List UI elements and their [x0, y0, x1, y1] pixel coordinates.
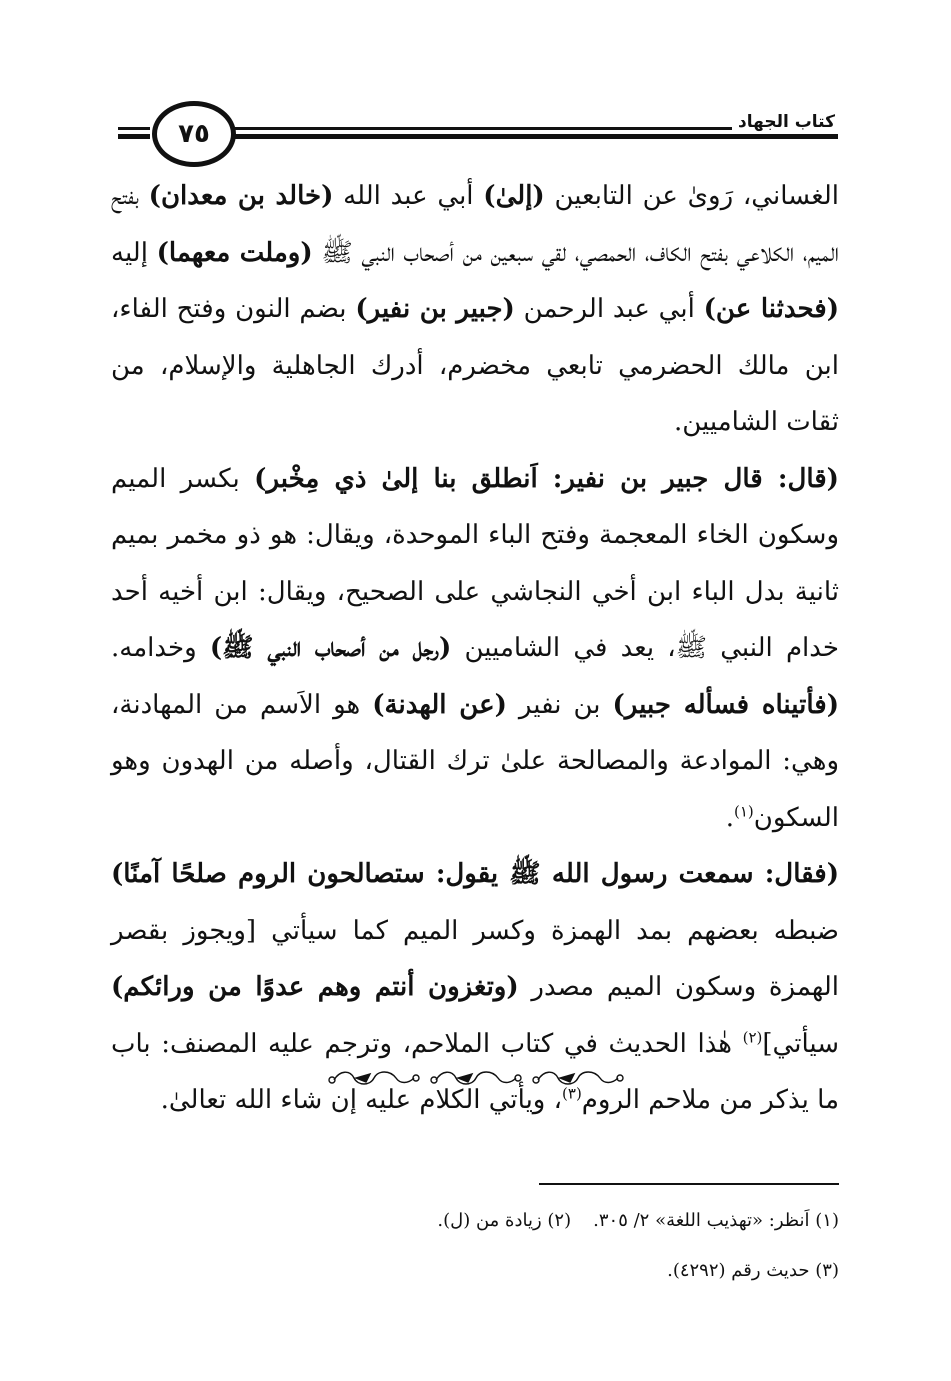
paragraph-1: الغساني، رَوىٰ عن التابعين (إلىٰ) أبي عبد الله (خالد بن معدان) بفتح الميم، الكلاعي بفتح الكاف، الحمصي، لقي سبعين من أصحاب النبي ﷺ (وملت معهما) إليه (فحدثنا عن) أبي عبد الرحمن (جبير بن نفير) بضم النون وفتح الفاء، ابن مالك الحضرمي تابعي مخضرم، أدرك الجاهلية والإسلام، من ثقات الشاميين.	[111, 181, 839, 437]
ornament-flourish	[329, 1072, 419, 1084]
page-number	[152, 101, 236, 167]
footnote-marker: (١)	[815, 1210, 839, 1231]
footnote-rule	[539, 1183, 839, 1185]
matn-quote: (فحدثنا عن)	[703, 294, 839, 324]
page-number-text: ٧٥	[178, 119, 210, 149]
paragraph-3: (فقال: سمعت رسول الله ﷺ يقول: ستصالحون الروم صلحًا آمنًا) ضبطه بعضهم بمد الهمزة وكسر الميم كما سيأتي [ويجوز بقصر الهمزة وسكون الميم مصدر (وتغزون أنتم وهم عدوًا من ورائكم) سيأتي]$^{(٢)}$ هٰذا الحديث في كتاب الملاحم، وترجم عليه المصنف: باب ما يذكر من ملاحم الروم$^{(٣)}$، ويأتي الكلام عليه إن شاء الله تعالىٰ.	[111, 859, 840, 1115]
matn-quote: (وتغزون أنتم وهم عدوًا من ورائكم)	[111, 972, 519, 1002]
footnote-text: زيادة من (ل).	[437, 1210, 542, 1231]
running-head: كتاب الجهاد	[732, 112, 841, 132]
footnote-line	[111, 1196, 839, 1246]
footnote-marker: (٢)	[547, 1210, 572, 1231]
matn-quote: (قال: قال جبير بن نفير: اَنطلق بنا إلىٰ ذي مِخْبر)	[254, 463, 839, 494]
footnote-line	[111, 1246, 839, 1296]
main-text	[111, 168, 839, 1129]
footnote-ref: (٣)	[562, 1084, 582, 1103]
matn-quote: (إلىٰ)	[483, 181, 545, 211]
matn-quote: (وملت معهما)	[156, 237, 313, 268]
matn-quote: (فأتيناه فسأله جبير)	[612, 689, 840, 720]
paragraph-2: (قال: قال جبير بن نفير: اَنطلق بنا إلىٰ ذي مِخْبر) بكسر الميم وسكون الخاء المعجمة وفتح الباء الموحدة، ويقال: هو ذو مخمر بميم ثانية بدل الباء ابن أخي النجاشي على الصحيح، ويقال: ابن أخيه أحد خدام النبي ﷺ، يعد في الشاميين (رجل من أصحاب النبي ﷺ) وخدامه. (فأتيناه فسأله جبير) بن نفير (عن الهدنة) هو الاَسم من المهادنة، وهي: الموادعة والمصالحة علىٰ ترك القتال، وأصله من الهدون وهو السكون$^{(١)}$.	[111, 463, 840, 833]
footnote-marker: (٣)	[815, 1260, 839, 1281]
ornament-flourish	[533, 1072, 623, 1084]
footnote-ref: (١)	[733, 801, 754, 820]
ornament-flourish	[431, 1072, 521, 1084]
footnote-ref: (٢)	[742, 1027, 763, 1046]
matn-quote: (خالد بن معدان)	[148, 181, 334, 211]
matn-quote: (جبير بن نفير)	[355, 294, 515, 324]
section-ornament	[326, 1066, 626, 1090]
matn-quote: (فقال: سمعت رسول الله ﷺ يقول: ستصالحون الروم صلحًا آمنًا)	[111, 859, 839, 889]
footnotes	[111, 1196, 839, 1296]
footnote-text: اَنظر: «تهذيب اللغة» ٢/ ٣٠٥.	[593, 1210, 810, 1231]
matn-quote: (عن الهدنة)	[372, 689, 507, 720]
matn-quote: (رجل من أصحاب النبي ﷺ)	[209, 633, 452, 663]
footnote-text: حديث رقم (٤٢٩٢).	[667, 1260, 810, 1281]
